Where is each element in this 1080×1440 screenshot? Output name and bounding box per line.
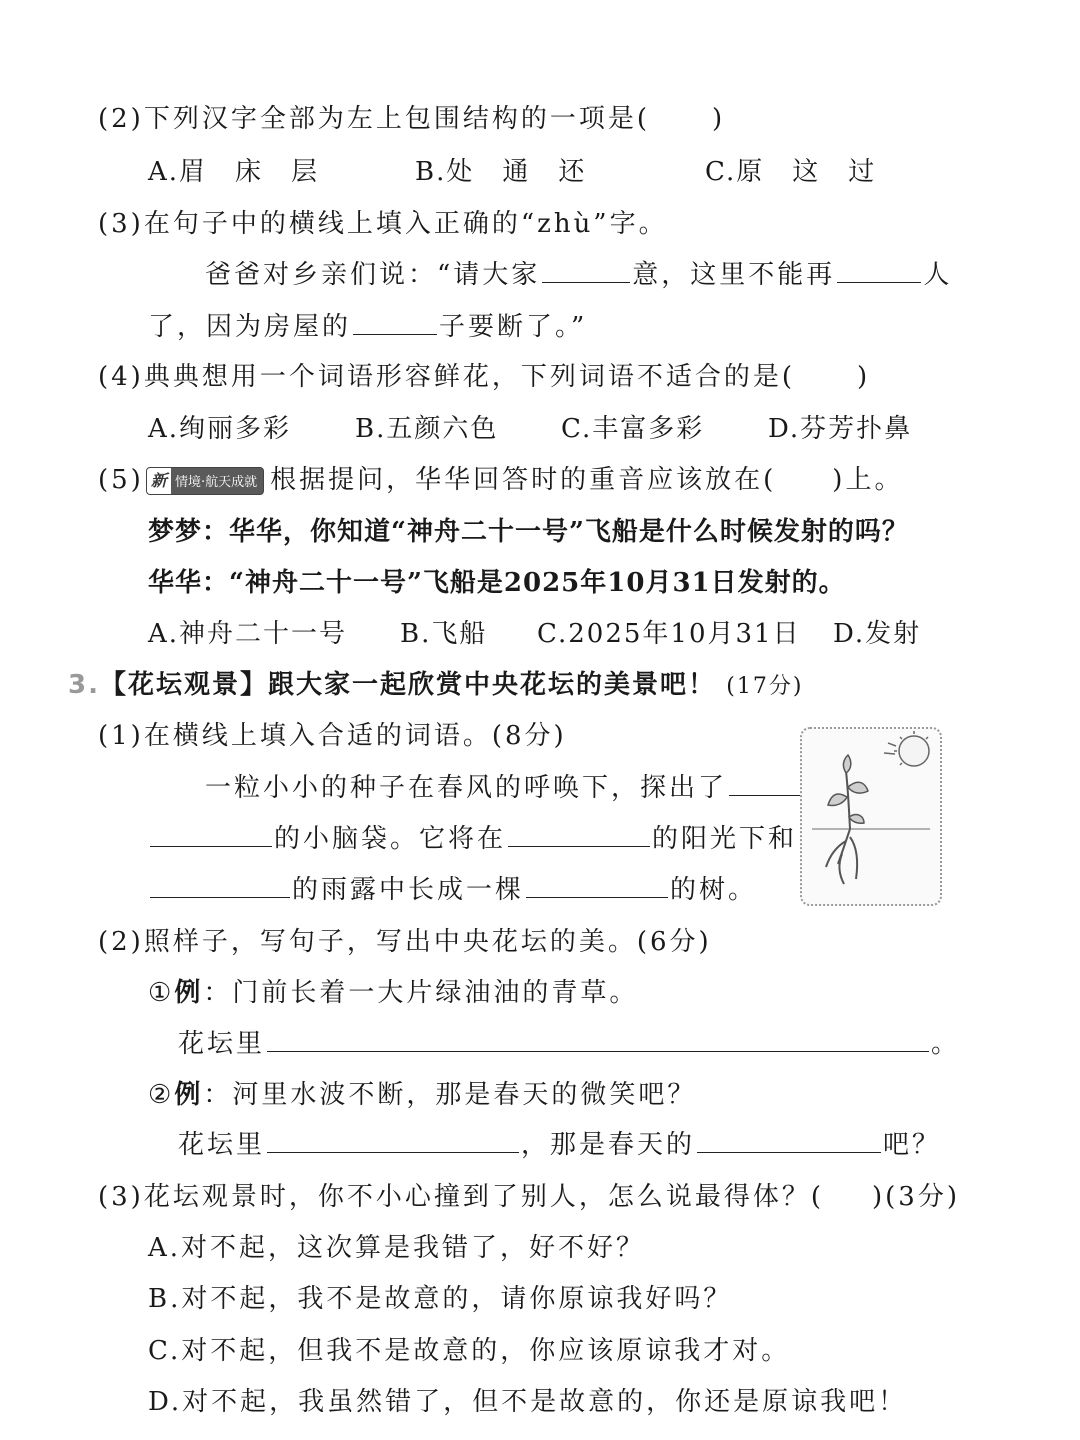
q4-stem-text: (4)典典想用一个词语形容鲜花，下列词语不适合的是( bbox=[98, 362, 795, 392]
q5-num: (5) bbox=[98, 465, 144, 495]
s3q1-line2 bbox=[148, 822, 797, 856]
s3q3-stem bbox=[98, 1180, 960, 1214]
answer-2-end: 吧？ bbox=[883, 1130, 942, 1160]
q3-blank-1[interactable] bbox=[542, 258, 630, 283]
s3q3-option-c: C.对不起，但我不是故意的，你应该原谅我才对。 bbox=[148, 1336, 791, 1366]
q5-close: )上。 bbox=[832, 465, 904, 495]
s3q1-line1-text: 一粒小小的种子在春风的呼唤下，探出了 bbox=[205, 773, 728, 803]
answer-1-end: 。 bbox=[931, 1029, 961, 1059]
section-3-title: 跟大家一起欣赏中央花坛的美景吧！ bbox=[267, 670, 716, 700]
s3q2-answer-1 bbox=[178, 1027, 960, 1061]
s3q1-line3-b: 的树。 bbox=[670, 875, 758, 905]
q4-close: ) bbox=[856, 362, 871, 392]
example-1-label: 例 bbox=[174, 978, 204, 1008]
q3-line1-c: 人 bbox=[923, 260, 953, 290]
badge-text: 情境·航天成就 bbox=[175, 475, 258, 490]
answer-2-mid: ，那是春天的 bbox=[521, 1130, 696, 1160]
q4-stem bbox=[98, 360, 870, 394]
s3q3-option-d: D.对不起，我虽然错了，但不是故意的，你还是原谅我吧！ bbox=[148, 1387, 908, 1417]
seedling-icon bbox=[802, 729, 940, 904]
q5-dialog-2: 华华：“神舟二十一号”飞船是2025年10月31日发射的。 bbox=[148, 568, 846, 598]
q3-line1 bbox=[205, 258, 952, 292]
s3q1-blank-4[interactable] bbox=[526, 873, 668, 898]
q3-stem: (3)在句子中的横线上填入正确的“zhù”字。 bbox=[98, 209, 668, 239]
q4-option-a: A.绚丽多彩 bbox=[148, 414, 292, 444]
q4-option-b: B.五颜六色 bbox=[355, 414, 499, 444]
answer-1-blank[interactable] bbox=[267, 1027, 929, 1052]
q4-option-c: C.丰富多彩 bbox=[561, 414, 705, 444]
section-3-number: 3. bbox=[68, 670, 100, 700]
example-1-number: ① bbox=[148, 978, 175, 1008]
s3q3-option-b: B.对不起，我不是故意的，请你原谅我好吗？ bbox=[148, 1284, 733, 1314]
q2-option-a: A.眉 床 层 bbox=[148, 157, 320, 187]
s3q1-line3 bbox=[148, 873, 757, 907]
q3-line1-a: 爸爸对乡亲们说：“请大家 bbox=[205, 260, 541, 290]
s3q1-stem: (1)在横线上填入合适的词语。(8分) bbox=[98, 721, 567, 751]
s3q3-stem-text: (3)花坛观景时，你不小心撞到了别人，怎么说最得体？( bbox=[98, 1182, 824, 1212]
q2-stem-text: (2)下列汉字全部为左上包围结构的一项是( bbox=[98, 104, 650, 134]
q5-option-b: B.飞船 bbox=[400, 619, 488, 649]
q5-option-c: C.2025年10月31日 bbox=[537, 619, 801, 649]
s3q1-line2-b: 的阳光下和 bbox=[652, 824, 798, 854]
q5-option-a: A.神舟二十一号 bbox=[148, 619, 348, 649]
q5-stem bbox=[98, 463, 903, 497]
q4-option-d: D.芬芳扑鼻 bbox=[768, 414, 913, 444]
q5-stem-text: 根据提问，华华回答时的重音应该放在( bbox=[270, 465, 777, 495]
q3-line2-a: 了，因为房屋的 bbox=[148, 312, 352, 342]
example-2-number: ② bbox=[148, 1080, 175, 1110]
q5-dialog-1: 梦梦：华华，你知道“神舟二十一号”飞船是什么时候发射的吗？ bbox=[148, 517, 909, 547]
answer-2-blank-a[interactable] bbox=[267, 1128, 519, 1153]
section-3-heading bbox=[68, 668, 803, 704]
s3q1-blank-2[interactable] bbox=[508, 822, 650, 847]
section-3-score: (17分) bbox=[726, 674, 804, 699]
answer-1-prefix: 花坛里 bbox=[178, 1029, 266, 1059]
s3q1-line1 bbox=[205, 771, 807, 805]
q2-stem bbox=[98, 102, 725, 136]
q2-option-c: C.原 这 过 bbox=[705, 157, 877, 187]
s3q3-close: )(3分) bbox=[871, 1182, 960, 1212]
example-2-label: 例 bbox=[174, 1080, 204, 1110]
s3q1-blank-1b[interactable] bbox=[150, 822, 272, 847]
s3q1-line3-a: 的雨露中长成一棵 bbox=[292, 875, 525, 905]
s3q1-blank-3[interactable] bbox=[150, 873, 290, 898]
q2-close: ) bbox=[711, 104, 726, 134]
example-1-text: ：门前长着一大片绿油油的青草。 bbox=[203, 978, 639, 1008]
answer-2-blank-b[interactable] bbox=[697, 1128, 881, 1153]
badge-new-label: 新 bbox=[147, 468, 171, 494]
q3-blank-3[interactable] bbox=[353, 310, 437, 335]
s3q1-blank-1a[interactable] bbox=[729, 771, 805, 796]
q3-line1-b: 意，这里不能再 bbox=[632, 260, 836, 290]
s3q2-answer-2 bbox=[178, 1128, 941, 1162]
section-3-tag: 【花坛观景】 bbox=[99, 670, 268, 700]
seedling-illustration bbox=[800, 727, 942, 906]
context-badge bbox=[146, 467, 264, 495]
s3q1-line2-a: 的小脑袋。它将在 bbox=[274, 824, 507, 854]
q5-option-d: D.发射 bbox=[833, 619, 922, 649]
q3-line2 bbox=[148, 310, 587, 344]
example-2-text: ：河里水波不断，那是春天的微笑吧？ bbox=[203, 1080, 697, 1110]
s3q2-example-1 bbox=[148, 976, 638, 1010]
q2-option-b: B.处 通 还 bbox=[415, 157, 587, 187]
s3q2-stem: (2)照样子，写句子，写出中央花坛的美。(6分) bbox=[98, 927, 712, 957]
q3-line2-b: 子要断了。” bbox=[439, 312, 588, 342]
s3q2-example-2 bbox=[148, 1078, 696, 1112]
answer-2-prefix: 花坛里 bbox=[178, 1130, 266, 1160]
s3q3-option-a: A.对不起，这次算是我错了，好不好？ bbox=[148, 1233, 646, 1263]
q3-blank-2[interactable] bbox=[837, 258, 921, 283]
